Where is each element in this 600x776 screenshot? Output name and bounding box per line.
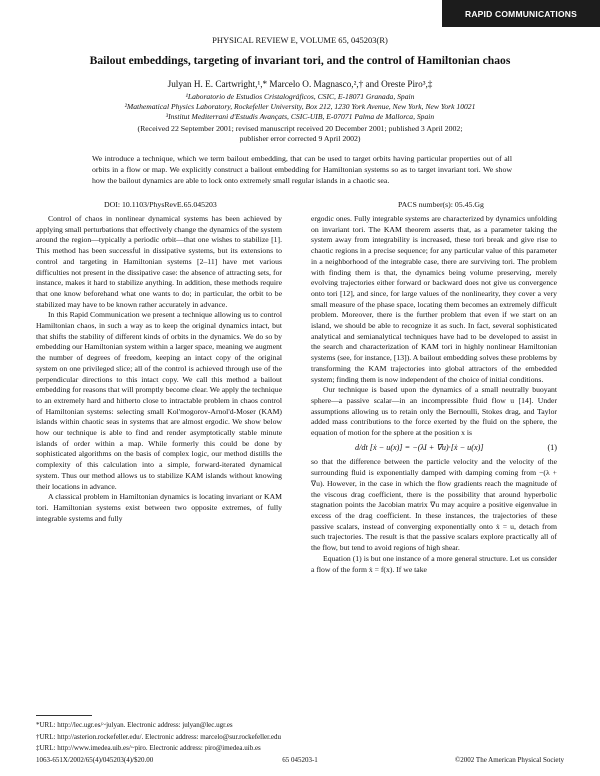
paragraph: Our technique is based upon the dynamics of a small neutrally buoyant sphere—a passive scalar—in an incompressible fluid flow u [14]. Under assumptions allowing us to retain only the Bernoulli, Stokes drag, and Taylor added mass contributions to the force exerted by the fluid on the sphere, the equation of motion for the sphere at the position x is: [311, 385, 557, 438]
footnote-rule: [36, 715, 92, 716]
paragraph: ergodic ones. Fully integrable systems are characterized by dynamics unfolding on invariant tori. The KAM theorem asserts that, as a parameter taking the system away from integrability is increased, these tori break and give rise to chaotic regions in a precise sequence; for any particular value of this parameter in a neighborhood of the integrable case, there are surviving tori. The problem with finding them is that, the dynamics being volume preserving, merely evolving trajectories either forward or backward does not give us convergence onto tori [12], and since, for large values of the nonlinearity, they cover a very small measure of the phase space, locating them becomes an extremely difficult problem. Moreover, there is the further problem that even if we start on an island, we should be able to recognize it as such. In fact, several sophisticated analytical and semianalytical techniques have had to be developed to assist in the search and characterization of KAM tori in highly nonlinear Hamiltonian systems (see, for instance, [13]). A bailout embedding solves these problems by transforming the KAM trajectories into global attractors of the embedded system; finding them is now independent of the choice of initial conditions.: [311, 214, 557, 384]
paragraph: Control of chaos in nonlinear dynamical systems has been achieved by applying small perturbations that effectively change the dynamics of the system around the region—typically a periodic orbit—that one wishes to stabilize [1]. This method has been successful in dissipative systems, but its extensions to control and targeting in Hamiltonian systems [2–11] have met various difficulties not present in the dissipative case: the absence of attracting sets, for instance, makes it hard to stabilize anything. In addition, these methods require that one know beforehand what one wants to do; in particular, the orbit to be stabilized may have to be known rather accurately in advance.: [36, 214, 282, 309]
paragraph: In this Rapid Communication we present a technique allowing us to control Hamiltonian chaos, in such a way as to keep the original dynamics intact, but that shifts the stability of different kinds of orbits in the dynamics. We do so by embedding our Hamiltonian system within a larger space, meaning we augment the number of degrees of freedom, keeping an intact copy of the original system on one privileged slice; all of the control is achieved through use of the perpendicular directions to this intact copy. We call this method a bailout embedding for reasons that will promptly become clear. We apply the technique to an extremely hard and hitherto close to intractable problem in chaos control of Hamiltonian systems: selecting small Kol'mogorov-Arnol'd-Moser (KAM) islands within chaotic seas in systems that are almost ergodic. We show below how our technique is able to find and render asymptotically stable minute islands of order within a map. While formerly this could be done by sophisticated algorithms on the basis of complex logic, our method distills the complexity of this calculation into a simple, forward-iterated dynamical system. Thus our method allows us to stabilize KAM islands without knowing their locations in advance.: [36, 310, 282, 491]
footer-page-number: 65 045203-1: [282, 756, 318, 764]
footnote-2: †URL: http://asterion.rockefeller.edu/. Electronic address: marcelo@sur.rockefeller.edu: [36, 732, 281, 741]
affiliation-2: ²Mathematical Physics Laboratory, Rockefeller University, Box 212, 1230 York Avenue, New York, New York 10021: [124, 102, 476, 111]
abstract: We introduce a technique, which we term bailout embedding, that can be used to target orbits having particular properties out of all orbits in a flow or map. We explicitly construct a bailout embedding for Hamiltonian systems so as to target invariant tori. We show how the bailout dynamics are able to lock onto extremely small regular islands in a chaotic sea.: [92, 154, 512, 186]
footnote-1: *URL: http://lec.ugr.es/~julyan. Electronic address: julyan@lec.ugr.es: [36, 721, 233, 729]
paragraph: Equation (1) is but one instance of a more general structure. Let us consider a flow of the form ẋ = f(x). If we take: [311, 553, 557, 574]
footnote-3: ‡URL: http://www.imedea.uib.es/~piro. Electronic address: piro@imedea.uib.es: [36, 744, 261, 752]
received-dates-line-2: publisher error corrected 9 April 2002): [239, 134, 361, 143]
footer-issn-price: 1063-651X/2002/65(4)/045203(4)/$20.00: [36, 756, 154, 764]
author-list: Julyan H. E. Cartwright,¹,* Marcelo O. Magnasco,²,† and Oreste Piro³,‡: [167, 79, 433, 89]
received-dates-line-1: (Received 22 September 2001; revised manuscript received 20 December 2001; published 3 April 2002;: [137, 124, 463, 133]
affiliation-1: ¹Laboratorio de Estudios Cristalográficos, CSIC, E-18071 Granada, Spain: [185, 92, 415, 101]
rapid-communications-badge: RAPID COMMUNICATIONS: [442, 0, 600, 27]
article-title: Bailout embeddings, targeting of invariant tori, and the control of Hamiltonian chaos: [89, 54, 511, 67]
left-column: [36, 214, 282, 524]
paragraph: so that the difference between the particle velocity and the velocity of the surrounding fluid is exponentially damped with damping coming from −(λ + ∇u). However, in the case in which the flow gradients reach the magnitude of the viscous drag coefficient, there is the possibility that around hyperbolic stagnation points the Jacobian matrix ∇u may acquire a positive eigenvalue in excess of the drag coefficient. In these instances, the trajectories of these passive scalars, instead of converging exponentially onto ẋ = u, detach from such trajectories. The result is that the passive scalars explore practically all of the flow, but tend to avoid regions of high shear.: [311, 457, 557, 553]
equation-number: (1): [547, 442, 557, 452]
equation-1: [311, 439, 557, 458]
doi: DOI: 10.1103/PhysRevE.65.045203: [104, 200, 217, 209]
paragraph: A classical problem in Hamiltonian dynamics is locating invariant or KAM tori. Hamiltonian systems exist between two opposite extremes, of fully integrable systems and fully: [36, 492, 282, 523]
pacs-numbers: PACS number(s): 05.45.Gg: [398, 200, 484, 209]
running-head: PHYSICAL REVIEW E, VOLUME 65, 045203(R): [212, 35, 388, 45]
footer-copyright: ©2002 The American Physical Society: [454, 756, 564, 764]
affiliation-3: ³Institut Mediterrani d'Estudis Avançats, CSIC-UIB, E-07071 Palma de Mallorca, Spain: [165, 112, 435, 121]
footnotes: [36, 721, 282, 756]
equation-body: d/dt [ẋ − u(x)] = −(λI + ∇u)·[ẋ − u(x)]: [355, 442, 484, 452]
right-column: [311, 214, 557, 575]
